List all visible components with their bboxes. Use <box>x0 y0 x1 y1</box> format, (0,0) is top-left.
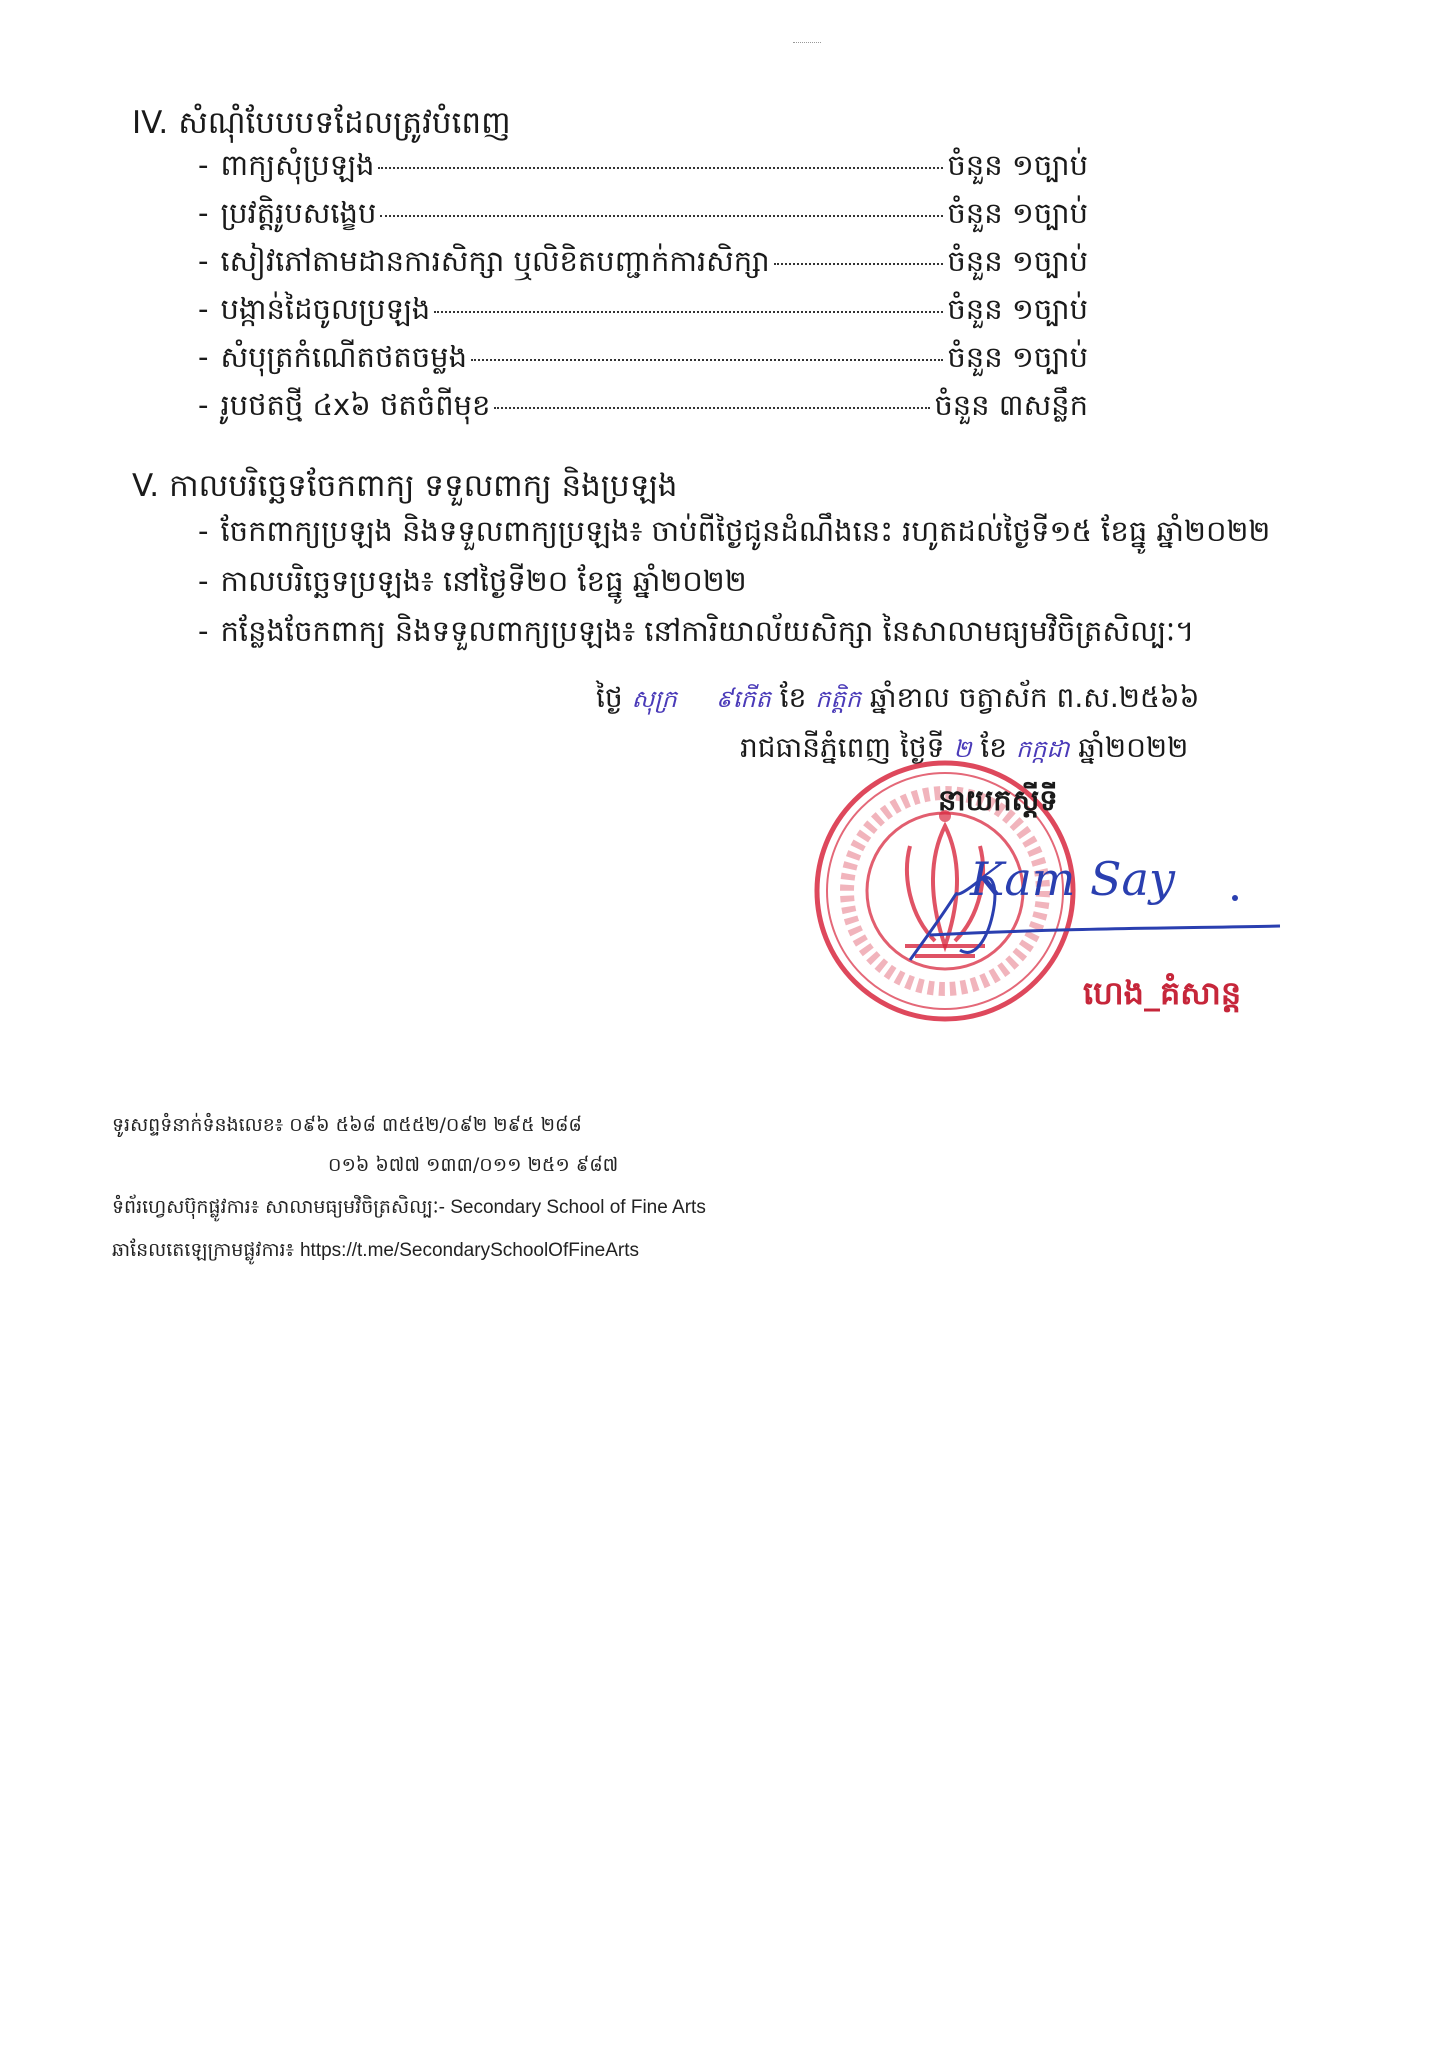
signatory-name: ហេង_គំសាន្ត <box>1083 974 1242 1012</box>
list-item: - ចែកពាក្យប្រឡង និងទទួលពាក្យប្រឡង៖ ចាប់ពីថ្ងៃជូនដំណឹងនេះ រហូតដល់ថ្ងៃទី១៥ ខែធ្នូ ឆ្នាំ២០២២ <box>198 514 1271 548</box>
document-label: ពាក្យសុំប្រឡង <box>220 148 375 182</box>
section-v-heading <box>132 466 677 506</box>
list-item: - បង្កាន់ដៃចូលប្រឡង ចំនួន ១ច្បាប់ <box>198 292 1088 340</box>
dot-leader <box>434 311 943 313</box>
list-item: - កន្លែងចែកពាក្យ និងទទួលពាក្យប្រឡង៖ នៅការិយាល័យសិក្សា នៃសាលាមធ្យមវិចិត្រសិល្បៈ។ <box>198 614 1195 648</box>
signatory-title: នាយកស្តីទី <box>938 783 1058 817</box>
signature-text: Kam Say <box>970 852 1175 906</box>
document-qty: ចំនួន ១ច្បាប់ <box>947 244 1088 278</box>
section-iv-number: IV. <box>132 105 169 141</box>
handwritten-solar-month: កក្កដា <box>1015 735 1070 763</box>
facebook-value: សាលាមធ្យមវិចិត្រសិល្បៈ- Secondary School of Fine Arts <box>265 1197 706 1218</box>
document-qty: ចំនួន ១ច្បាប់ <box>947 340 1088 374</box>
phone-value-1: ០៩៦ ៥៦៨ ៣៥៥២/០៩២ ២៩៥ ២៨៨ <box>289 1114 582 1136</box>
document-label: សំបុត្រកំណើតថតចម្លង <box>220 340 467 374</box>
document-qty: ចំនួន ៣សន្លឹក <box>934 388 1088 422</box>
phone-line-2 <box>328 1153 618 1181</box>
solar-month-prefix: ខែ <box>980 731 1008 764</box>
phone-label: ទូរសព្ទទំនាក់ទំនងលេខ៖ <box>112 1114 284 1136</box>
document-label: សៀវភៅតាមដានការសិក្សា ឬលិខិតបញ្ជាក់ការសិក្សា <box>220 244 770 278</box>
document-label: ប្រវត្តិរូបសង្ខេប <box>220 196 377 230</box>
dot-leader <box>774 263 944 265</box>
telegram-line <box>112 1238 639 1266</box>
required-documents-list <box>198 148 1088 436</box>
section-iv-heading <box>132 103 511 143</box>
handwritten-lunar-day: ៩កើត <box>715 685 771 713</box>
schedule-text: កន្លែងចែកពាក្យ និងទទួលពាក្យប្រឡង៖ នៅការិយាល័យសិក្សា នៃសាលាមធ្យមវិចិត្រសិល្បៈ។ <box>220 614 1195 648</box>
document-qty: ចំនួន ១ច្បាប់ <box>947 196 1088 230</box>
telegram-value: https://t.me/SecondarySchoolOfFineArts <box>299 1240 639 1261</box>
document-qty: ចំនួន ១ច្បាប់ <box>947 148 1088 182</box>
handwritten-lunar-month: កត្តិក <box>815 685 861 713</box>
lunar-month-prefix: ខែ <box>779 681 807 714</box>
schedule-text: កាលបរិច្ឆេទប្រឡង៖ នៅថ្ងៃទី២០ ខែធ្នូ ឆ្នាំ២០២២ <box>220 564 747 598</box>
phone-value-2: ០១៦ ៦៧៧ ១៣៣/០១១ ២៥១ ៩៨៧ <box>328 1154 619 1176</box>
dot-leader <box>471 359 943 361</box>
solar-prefix: រាជធានីភ្នំពេញ ថ្ងៃទី <box>740 731 945 764</box>
scan-artifact <box>793 42 821 47</box>
lunar-date-line <box>596 680 1199 721</box>
dot-leader <box>494 407 930 409</box>
list-item: - កាលបរិច្ឆេទប្រឡង៖ នៅថ្ងៃទី២០ ខែធ្នូ ឆ្នាំ២០២២ <box>198 564 747 598</box>
list-item: - ប្រវត្តិរូបសង្ខេប ចំនួន ១ច្បាប់ <box>198 196 1088 244</box>
list-item: - ពាក្យសុំប្រឡង ចំនួន ១ច្បាប់ <box>198 148 1088 196</box>
dot-leader <box>378 167 943 169</box>
document-qty: ចំនួន ១ច្បាប់ <box>947 292 1088 326</box>
list-item: - សៀវភៅតាមដានការសិក្សា ឬលិខិតបញ្ជាក់ការសិក្សា ចំនួន ១ច្បាប់ <box>198 244 1088 292</box>
phone-line-1 <box>112 1113 582 1141</box>
section-v-number: V. <box>132 468 160 504</box>
handwritten-weekday: សុក្រ <box>631 685 677 713</box>
document-label: បង្កាន់ដៃចូលប្រឡង <box>220 292 431 326</box>
facebook-line <box>112 1195 706 1223</box>
signature-icon <box>870 840 1290 980</box>
schedule-list <box>198 514 1378 664</box>
schedule-text: ចែកពាក្យប្រឡង និងទទួលពាក្យប្រឡង៖ ចាប់ពីថ្ងៃជូនដំណឹងនេះ រហូតដល់ថ្ងៃទី១៥ ខែធ្នូ ឆ្នាំ២០២២ <box>220 514 1271 548</box>
handwritten-solar-day: ២ <box>953 735 972 763</box>
solar-suffix: ឆ្នាំ២០២២ <box>1078 731 1189 764</box>
list-item: - រូបថតថ្មី ៤x៦ ថតចំពីមុខ ចំនួន ៣សន្លឹក <box>198 388 1088 436</box>
lunar-suffix: ឆ្នាំខាល ចត្វាស័ក ព.ស.២៥៦៦ <box>869 681 1200 714</box>
facebook-label: ទំព័រហ្វេសប៊ុកផ្លូវការ៖ <box>112 1196 260 1218</box>
telegram-label: ឆានែលតេឡេក្រាមផ្លូវការ៖ <box>112 1239 294 1261</box>
document-label: រូបថតថ្មី ៤x៦ ថតចំពីមុខ <box>220 388 491 422</box>
list-item: - សំបុត្រកំណើតថតចម្លង ចំនួន ១ច្បាប់ <box>198 340 1088 388</box>
section-v-title: កាលបរិច្ឆេទចែកពាក្យ ទទួលពាក្យ និងប្រឡង <box>169 468 678 504</box>
section-iv-title: សំណុំបែបបទដែលត្រូវបំពេញ <box>178 105 511 141</box>
dot-leader <box>380 215 943 217</box>
lunar-prefix: ថ្ងៃ <box>596 681 623 714</box>
